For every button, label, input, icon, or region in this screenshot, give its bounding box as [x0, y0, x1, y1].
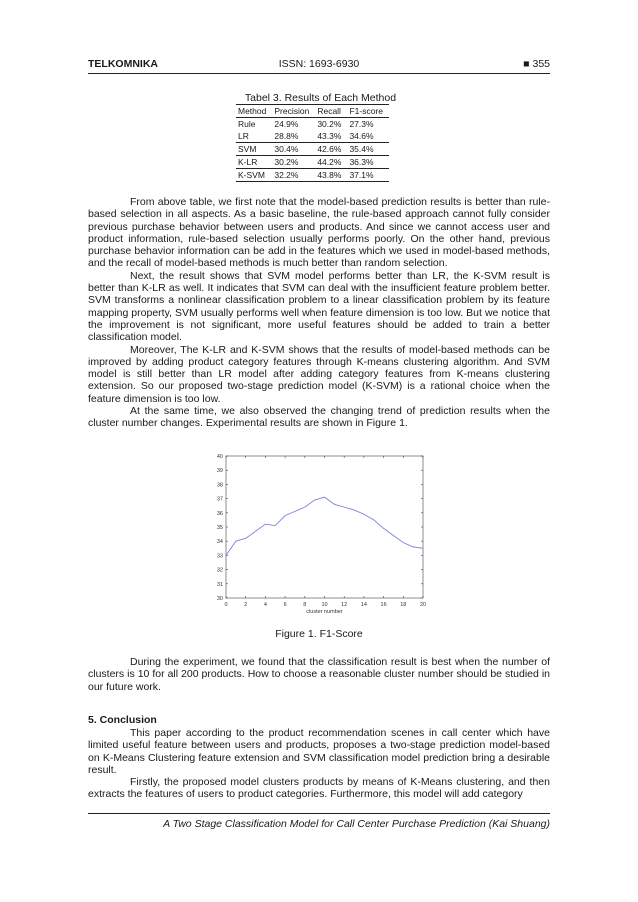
f1-score-chart [208, 452, 434, 614]
x-tick-label: 6 [283, 602, 287, 608]
paragraph: From above table, we first note that the model-based prediction results is better than rule-based selection in all aspects. As a basic baseline, the rule-based approach cannot fully consider previous purchase behavior between users and products. And since we cannot access user and product information, rule-based selection usually performs poorly. On the other hand, previous purchase behavior information can be add in the features which we used in model-based methods, and the recall of model-based methods is much better than random selection. [88, 196, 550, 270]
table-header-cell: F1-score [347, 105, 389, 118]
table-cell: 34.6% [349, 131, 374, 141]
experiment-note [88, 656, 550, 693]
x-axis-label: cluster number [306, 609, 343, 614]
y-tick-label: 35 [216, 525, 223, 531]
table-cell: 43.8% [315, 169, 347, 182]
journal-name: TELKOMNIKA [88, 58, 158, 70]
paragraph: During the experiment, we found that the classification result is best when the number of clusters is 10 for all 200 products. How to choose a reasonable cluster number should be studied in our future work. [88, 656, 550, 693]
table-header-cell: Recall [315, 105, 347, 118]
page-number: ■ 355 [523, 58, 550, 70]
figure-caption: Figure 1. F1-Score [275, 628, 363, 640]
table-cell: 35.4% [347, 143, 389, 156]
x-tick-label: 10 [321, 602, 328, 608]
x-tick-label: 2 [244, 602, 248, 608]
plot-frame [226, 456, 423, 598]
table-cell: K-LR [236, 156, 272, 169]
table-cell: 37.1% [347, 169, 389, 182]
y-tick-label: 40 [216, 454, 223, 460]
x-tick-label: 14 [360, 602, 367, 608]
table-header-cell: Precision [272, 105, 315, 118]
table-cell: 43.3% [317, 131, 342, 141]
paragraph: Next, the result shows that SVM model performs better than LR, the K-SVM result is better than K-LR as well. It indicates that SVM can deal with the insufficient feature problem better. SVM transforms a nonlinear classification problem to a linear classification problem by its feature mapping property, SVM usually performs well when feature dimension is too low. But we notice that the improvement is not significant, more useful features should be added to train a better classification model. [88, 269, 550, 344]
issn: ISSN: 1693-6930 [278, 58, 360, 70]
y-tick-label: 33 [216, 553, 223, 560]
table-cell: LR [238, 131, 249, 141]
table-cell: 30.2% [317, 119, 342, 129]
page-footer: A Two Stage Classification Model for Call Center Purchase Prediction (Kai Shuang) [163, 818, 550, 830]
results-table [236, 104, 389, 182]
table-cell: 36.3% [347, 156, 389, 169]
table-cell: 27.3% [349, 119, 374, 129]
table-cell: 30.2% [272, 156, 315, 169]
x-tick-label: 20 [419, 602, 427, 608]
table-caption: Tabel 3. Results of Each Method [244, 92, 397, 104]
table-cell: 30.4% [272, 143, 315, 156]
y-tick-label: 36 [216, 510, 223, 517]
table-row [236, 118, 389, 131]
table-cell: 42.6% [315, 143, 347, 156]
section-title: 5. Conclusion [88, 714, 157, 726]
table-row [236, 169, 389, 182]
table-cell: SVM [236, 143, 272, 156]
paragraph: At the same time, we also observed the changing trend of prediction results when the cluster number changes. Experimental results are shown in Figure 1. [88, 405, 550, 430]
table-cell: Rule [238, 119, 256, 129]
table-header-row [236, 105, 389, 118]
y-tick-label: 32 [216, 567, 223, 574]
y-tick-label: 39 [216, 468, 223, 475]
conclusion-text [88, 727, 550, 801]
header-rule [88, 73, 550, 74]
y-tick-label: 37 [216, 496, 223, 503]
paragraph: Firstly, the proposed model clusters products by means of K-Means clustering, and then extracts the features of users to product categories. Furthermore, this model will add category [88, 776, 550, 801]
table-cell: 44.2% [315, 156, 347, 169]
series-line [226, 497, 423, 555]
y-tick-label: 34 [216, 539, 223, 546]
x-tick-label: 4 [263, 602, 267, 608]
table-row [236, 156, 389, 169]
y-tick-label: 30 [216, 596, 223, 602]
table-cell: 24.9% [274, 119, 299, 129]
table-cell: 28.8% [274, 131, 299, 141]
footer-rule [88, 813, 550, 814]
x-tick-label: 8 [303, 602, 307, 608]
x-tick-label: 0 [224, 602, 228, 608]
table-header-cell: Method [236, 105, 272, 118]
table-cell: 32.2% [272, 169, 315, 182]
x-tick-label: 18 [400, 602, 407, 608]
y-tick-label: 31 [216, 581, 223, 588]
table-row [236, 143, 389, 156]
x-tick-label: 12 [341, 602, 348, 608]
y-tick-label: 38 [216, 482, 223, 489]
paragraph: Moreover, The K-LR and K-SVM shows that the results of model-based methods can be improved by adding product category features through K-means clustering algorithm. And SVM model is still better than LR model after adding category features from K-means clustering extension. So our proposed two-stage prediction model (K-SVM) is a rational choice when the feature dimension is too low. [88, 343, 550, 405]
results-discussion [88, 196, 550, 430]
table-row [236, 130, 389, 143]
paragraph: This paper according to the product recommendation scenes in call center which have limited useful feature between users and products, proposes a two-stage prediction model-based on K-Means Clustering feature extension and SVM classification model prediction bring a desirable result. [88, 727, 550, 776]
x-tick-label: 16 [380, 602, 387, 608]
table-cell: K-SVM [236, 169, 272, 182]
